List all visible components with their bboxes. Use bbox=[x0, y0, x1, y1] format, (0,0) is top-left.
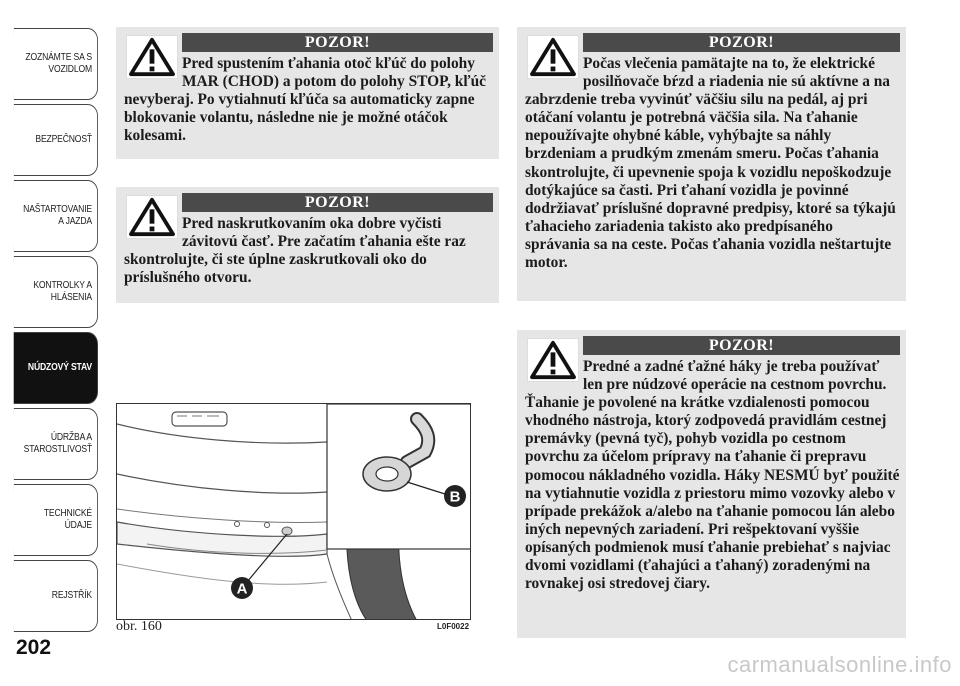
tab-udrzba[interactable]: ÚDRŽBA A STAROSTLIVOSŤ bbox=[14, 408, 98, 480]
warning-text: Pred spustením ťahania otoč kľúč do polohy MAR (CHOD) a potom do polohy STOP, kľúč nevyberaj. Po vytiahnutí kľúča sa automaticky zapne blokovanie volantu, následne nie je možné otáčok kolesami. bbox=[124, 55, 486, 145]
watermark: carmanualsonline.info bbox=[727, 652, 952, 677]
warning-text: Pred naskrutkovaním oka dobre vyčisti závitovú časť. Pre začatím ťahania ešte raz skontrolujte, či ste úplne zaskrutkovali oko do príslušného otvoru. bbox=[124, 215, 466, 287]
label-b: B bbox=[449, 488, 461, 506]
warning-heading: POZOR! bbox=[182, 193, 493, 212]
warning-triangle-icon bbox=[527, 338, 579, 382]
warning-heading: POZOR! bbox=[182, 33, 493, 52]
tab-startovanie[interactable]: NAŠTARTOVANIE A JAZDA bbox=[14, 180, 98, 252]
warning-box-3 bbox=[517, 27, 906, 301]
tab-kontrolky[interactable]: KONTROLKY A HLÁSENIA bbox=[14, 256, 98, 328]
warning-triangle-icon bbox=[527, 35, 579, 79]
warning-box-2 bbox=[116, 187, 499, 303]
towing-hook-illustration bbox=[117, 404, 471, 620]
warning-heading: POZOR! bbox=[583, 336, 900, 355]
warning-text: Predné a zadné ťažné háky je treba používať len pre núdzové operácie na cestnom povrchu. Ťahanie je povolené na krátke vzdialenosti pomocou vhodného nástroja, ktorý zodpovedá pravidlám cestnej premávky (pevná tyč), pohyb vozidla po cestnom povrchu za účelom prípravy na ťahanie či prepravu pomocou nákladného vozidla. Háky NESMÚ byť použité na vytiahnutie vozidla z priestoru mimo vozovky alebo v prípade prekážok a/alebo na ťahanie pomocou lán alebo iných nepevných zariadení. Pri rešpektovaní vyššie opísaných podmienok musí ťahanie prebiehať s najviac dvomi vozidlami (ťahajúci a ťahaný) zoradenými na rovnakej osi stredovej čiary. bbox=[525, 358, 900, 593]
warning-box-4 bbox=[517, 330, 906, 638]
figure-caption: obr. 160 bbox=[116, 619, 162, 634]
page-number: 202 bbox=[16, 636, 52, 659]
towing-hook-figure bbox=[116, 403, 471, 620]
warning-text: Počas vlečenia pamätajte na to, že elektrické posilňovače bŕzd a riadenia nie sú aktívne a na zabrzdenie treba vyvinúť väčšiu silu na pedál, aj pri otáčaní volantu je potrebná väčšia sila. Na ťahanie nepoužívajte ohybné káble, vyhýbajte sa náhly brzdeniam a prudkým zmenám smeru. Počas ťahania skontrolujte, či upevnenie spoja k vozidlu nepoškodzuje dotýkajúce sa časti. Pri ťahaní vozidla je povinné dodržiavať príslušné dopravné predpisy, ktoré sa týkajú ťahacieho zariadenia takisto ako predpísaného správania sa na ceste. Počas ťahania vozidla neštartujte motor. bbox=[525, 55, 896, 272]
warning-triangle-icon bbox=[126, 195, 178, 239]
tab-rejstrik[interactable]: REJSTŘÍK bbox=[14, 560, 98, 632]
tab-bezpecnost[interactable]: BEZPEČNOSŤ bbox=[14, 104, 98, 176]
label-a: A bbox=[236, 580, 248, 598]
figure-code: L0F0022 bbox=[437, 622, 470, 631]
tab-vozidlo[interactable]: ZOZNÁMTE SA S VOZIDLOM bbox=[14, 28, 98, 100]
warning-heading: POZOR! bbox=[583, 33, 900, 52]
tab-technicke-udaje[interactable]: TECHNICKÉ ÚDAJE bbox=[14, 484, 98, 556]
tab-nudzovy-stav[interactable]: NÚDZOVÝ STAV bbox=[14, 332, 98, 404]
chapter-sidebar bbox=[0, 0, 100, 640]
warning-box-1 bbox=[116, 27, 499, 159]
warning-triangle-icon bbox=[126, 35, 178, 79]
